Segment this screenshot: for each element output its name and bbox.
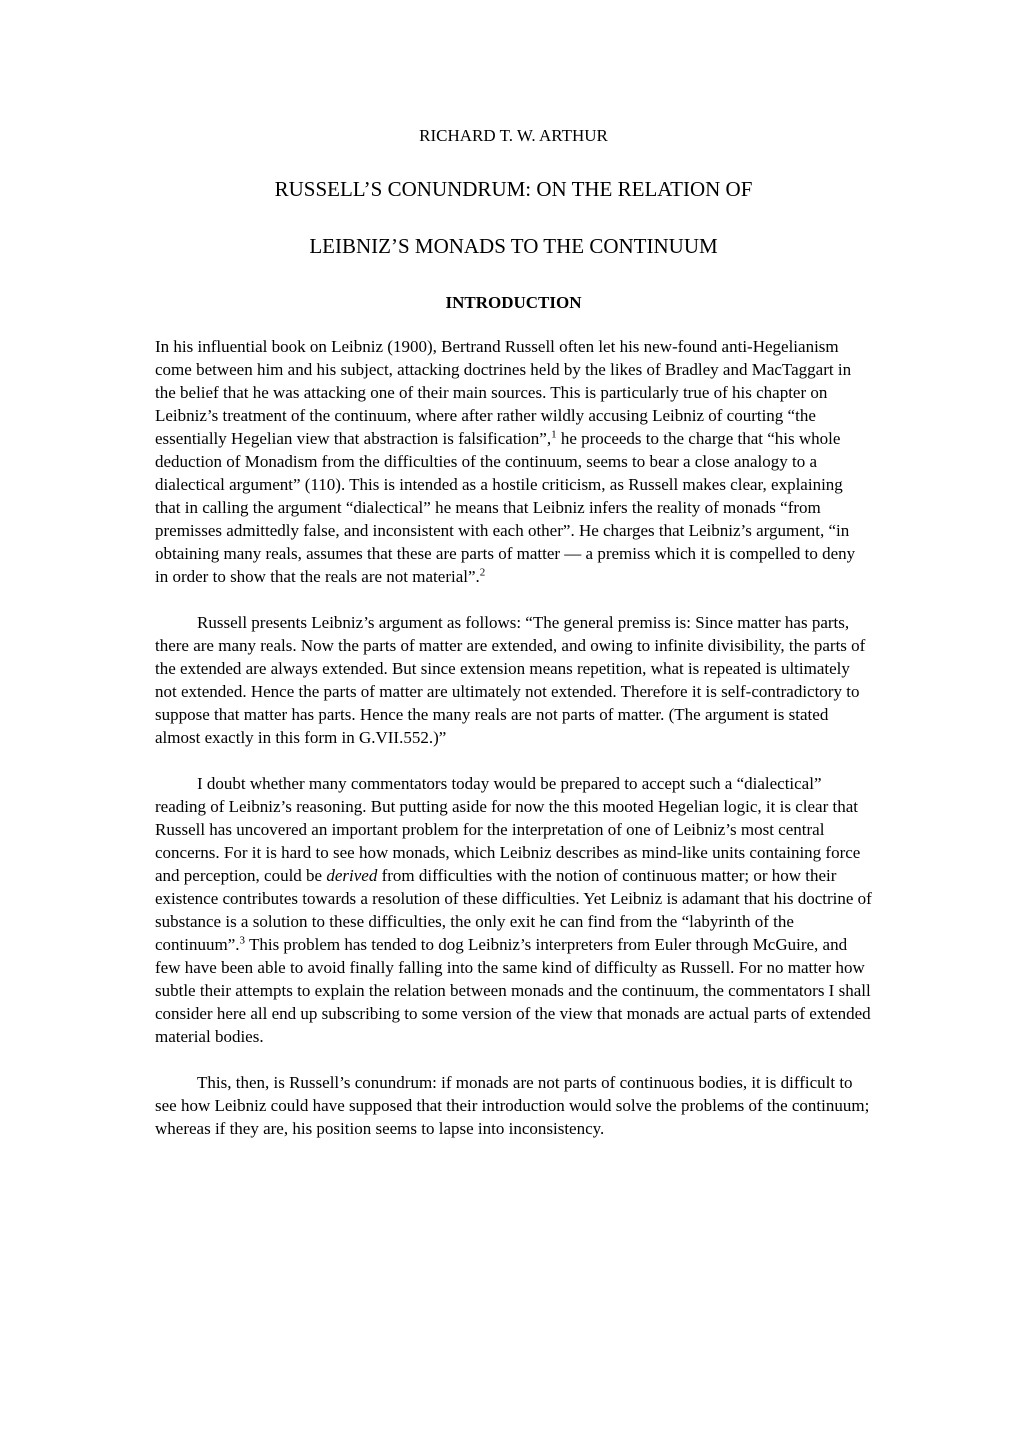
text-run: he proceeds to the charge that “his whole deduction of Monadism from the difficulties of the continuum, seems to bear a close analogy to a dialectical argument” (110). This is intended as a hostile criticism, as Russell makes clear, explaining that in calling the argument “dialectical” he means that Leibniz infers the reality of monads “from premisses admittedly false, and inconsistent with each other”. He charges that Leibniz’s argument, “in obtaining many reals, assumes that these are parts of matter — a premiss which it is compelled to deny in order to show that the reals are not material”. [155,429,856,586]
paragraph [155,611,872,749]
paragraph [155,1071,872,1140]
footnote-marker: 2 [479,566,486,579]
footnote-marker: 3 [239,934,246,947]
paragraph [155,772,872,1048]
text-run: from difficulties with the notion of continuous matter; or how their existence contributes towards a resolution of these difficulties. Yet Leibniz is adamant that his doctrine of substance is a solution to these difficulties, the only exit he can find from the “labyrinth of the continuum”. [155,866,872,954]
text-run: I doubt whether many commentators today would be prepared to accept such a “dialectical” reading of Leibniz’s reasoning. But putting aside for now the this mooted Hegelian logic, it is clear that Russell has uncovered an important problem for the interpretation of one of Leibniz’s most central concerns. For it is hard to see how monads, which Leibniz describes as mind-like units containing force and perception, could be [155,774,861,885]
author-name: RICHARD T. W. ARTHUR [419,126,608,145]
paper-title-line-1: RUSSELL’S CONUNDRUM: ON THE RELATION OF [274,177,753,201]
text-run: In his influential book on Leibniz (1900), Bertrand Russell often let his new-found anti-Hegelianism come between him and his subject, attacking doctrines held by the likes of Bradley and MacTaggart in the belief that he was attacking one of their main sources. This is particularly true of his chapter on Leibniz’s treatment of the continuum, where after rather wildly accusing Leibniz of courting “the essentially Hegelian view that abstraction is falsification”, [155,337,852,448]
text-run: This problem has tended to dog Leibniz’s interpreters from Euler through McGuire, and few have been able to avoid finally falling into the same kind of difficulty as Russell. For no matter how subtle their attempts to explain the relation between monads and the continuum, the commentators I shall consider here all end up subscribing to some version of the view that monads are actual parts of extended material bodies. [155,935,871,1046]
section-heading-introduction: INTRODUCTION [445,293,582,312]
paper-title-line-2: LEIBNIZ’S MONADS TO THE CONTINUUM [309,234,718,258]
text-run: This, then, is Russell’s conundrum: if monads are not parts of continuous bodies, it is difficult to see how Leibniz could have supposed that their introduction would solve the problems of the continuum; whereas if they are, his position seems to lapse into inconsistency. [155,1073,870,1138]
paragraphs [155,335,872,1140]
italic-text: derived [326,866,378,885]
text-run: Russell presents Leibniz’s argument as follows: “The general premiss is: Since matter has parts, there are many reals. Now the parts of matter are extended, and owing to infinite divisibility, the parts of the extended are always extended. But since extension means repetition, what is repeated is ultimately not extended. Hence the parts of matter are ultimately not extended. Therefore it is self-contradictory to suppose that matter has parts. Hence the many reals are not parts of matter. (The argument is stated almost exactly in this form in G.VII.552.)” [155,613,866,747]
footnote-marker: 1 [551,428,557,441]
paragraph [155,335,872,588]
